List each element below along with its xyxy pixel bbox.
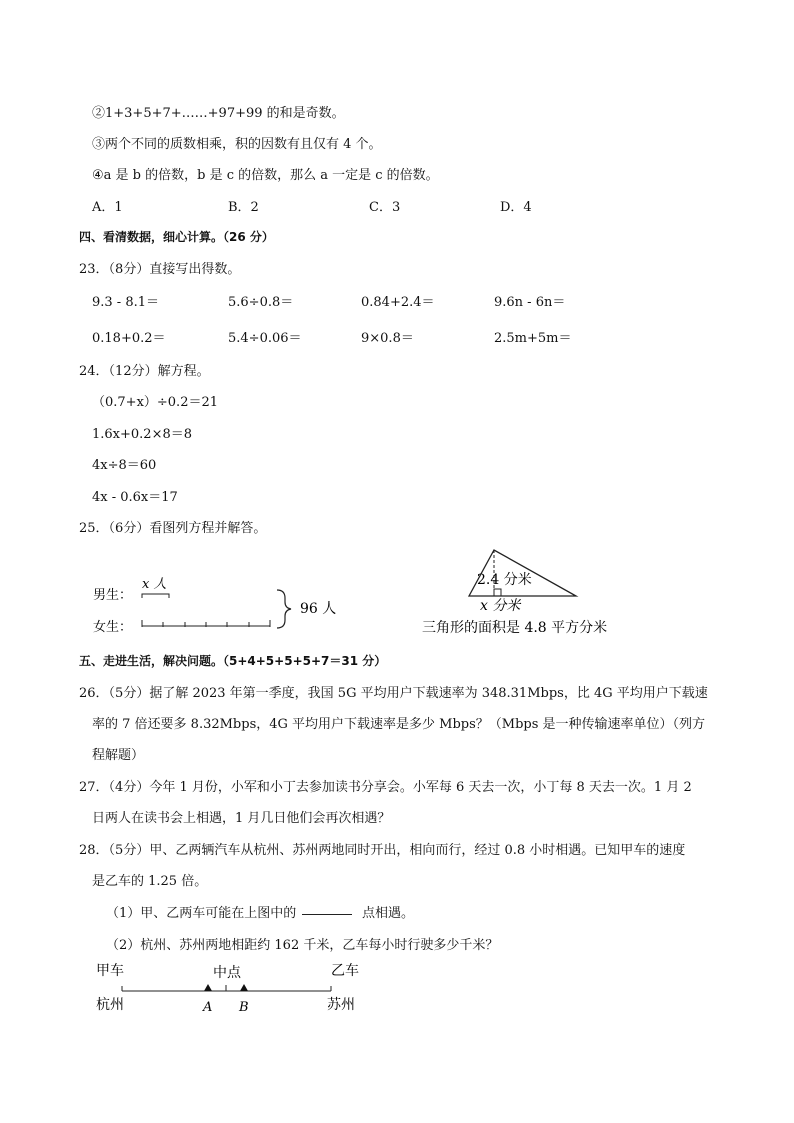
q26-line-2: 率的 7 倍还要多 8.32Mbps，4G 平均用户下载速率是多少 Mbps？（Mbps 是一种传输速率单位）（列方: [92, 717, 706, 732]
car-a-label: 甲车: [96, 963, 124, 979]
q23-item: 9×0.8＝: [361, 331, 414, 346]
x-people-label: x 人: [142, 577, 167, 592]
height-label: 2.4 分米: [477, 572, 532, 588]
section-4-title: 四、看清数据，细心计算。（26 分）: [79, 230, 274, 244]
point-a-label: A: [203, 1000, 213, 1015]
statement-2: ②1+3+5+7+……+97+99 的和是奇数。: [92, 106, 345, 121]
equation-2: 1.6x+0.2×8＝8: [92, 427, 193, 442]
q23-item: 0.18+0.2＝: [92, 331, 166, 346]
midpoint-label: 中点: [213, 965, 241, 981]
total-people-label: 96 人: [300, 601, 337, 617]
point-b-label: B: [239, 1000, 249, 1015]
q27-line-1: 27．（4分）今年 1 月份，小军和小丁去参加读书分享会。小军每 6 天去一次，小丁每 8 天去一次。1 月 2: [79, 780, 692, 795]
q28-line-1: 28．（5分）甲、乙两辆汽车从杭州、苏州两地同时开出，相向而行，经过 0.8 小时相遇。已知甲车的速度: [79, 843, 686, 858]
q28-sub2: （2）杭州、苏州两地相距约 162 千米，乙车每小时行驶多少千米？: [106, 938, 499, 953]
q23-item: 5.4÷0.06＝: [228, 331, 302, 346]
q25-stem: 25．（6分）看图列方程并解答。: [79, 521, 267, 536]
q27-line-2: 日两人在读书会上相遇，1 月几日他们会再次相遇？: [92, 811, 391, 826]
point-b-marker: [240, 984, 248, 991]
equation-4: 4x - 0.6x＝17: [92, 490, 178, 505]
q28-sub1-b: 点相遇。: [362, 906, 415, 921]
choice-d[interactable]: D．4: [500, 200, 532, 215]
right-angle-mark: [494, 589, 501, 596]
q23-item: 9.3 - 8.1＝: [92, 295, 160, 310]
route-diagram: [80, 955, 400, 1020]
choice-a[interactable]: A．1: [92, 200, 123, 215]
total-brace: [277, 590, 291, 628]
girls-bar: [142, 620, 270, 627]
q25-diagrams: [80, 540, 720, 645]
choice-c[interactable]: C．3: [369, 200, 401, 215]
choice-b[interactable]: B．2: [228, 200, 259, 215]
city-b-label: 苏州: [327, 997, 355, 1013]
q23-stem: 23．（8分）直接写出得数。: [79, 262, 241, 277]
q23-item: 0.84+2.4＝: [361, 295, 435, 310]
section-5-title: 五、走进生活，解决问题。（5+4+5+5+5+7＝31 分）: [79, 654, 387, 668]
q24-stem: 24．（12分）解方程。: [79, 364, 210, 379]
q23-item: 9.6n - 6n＝: [494, 295, 566, 310]
q23-item: 5.6÷0.8＝: [228, 295, 294, 310]
q28-sub1-a: （1）甲、乙两车可能在上图中的: [106, 906, 297, 921]
q23-item: 2.5m+5m＝: [494, 331, 572, 346]
girls-label: 女生：: [93, 620, 133, 635]
city-a-label: 杭州: [96, 997, 124, 1013]
boys-bar: [142, 594, 169, 598]
q28-line-2: 是乙车的 1.25 倍。: [92, 874, 208, 889]
statement-3: ③两个不同的质数相乘，积的因数有且仅有 4 个。: [92, 137, 382, 152]
answer-blank[interactable]: [302, 913, 352, 915]
q26-line-3: 程解题）: [92, 748, 145, 763]
area-caption: 三角形的面积是 4.8 平方分米: [422, 620, 608, 636]
boys-label: 男生：: [93, 588, 133, 603]
statement-4: ④a 是 b 的倍数，b 是 c 的倍数，那么 a 一定是 c 的倍数。: [92, 168, 439, 183]
equation-3: 4x÷8＝60: [92, 458, 157, 473]
car-b-label: 乙车: [331, 963, 359, 979]
q26-line-1: 26．（5分）据了解 2023 年第一季度，我国 5G 平均用户下载速率为 348.31Mbps，比 4G 平均用户下载速: [79, 686, 708, 701]
equation-1: （0.7+x）÷0.2＝21: [92, 395, 219, 410]
point-a-marker: [204, 984, 212, 991]
base-label: x 分米: [480, 598, 521, 614]
